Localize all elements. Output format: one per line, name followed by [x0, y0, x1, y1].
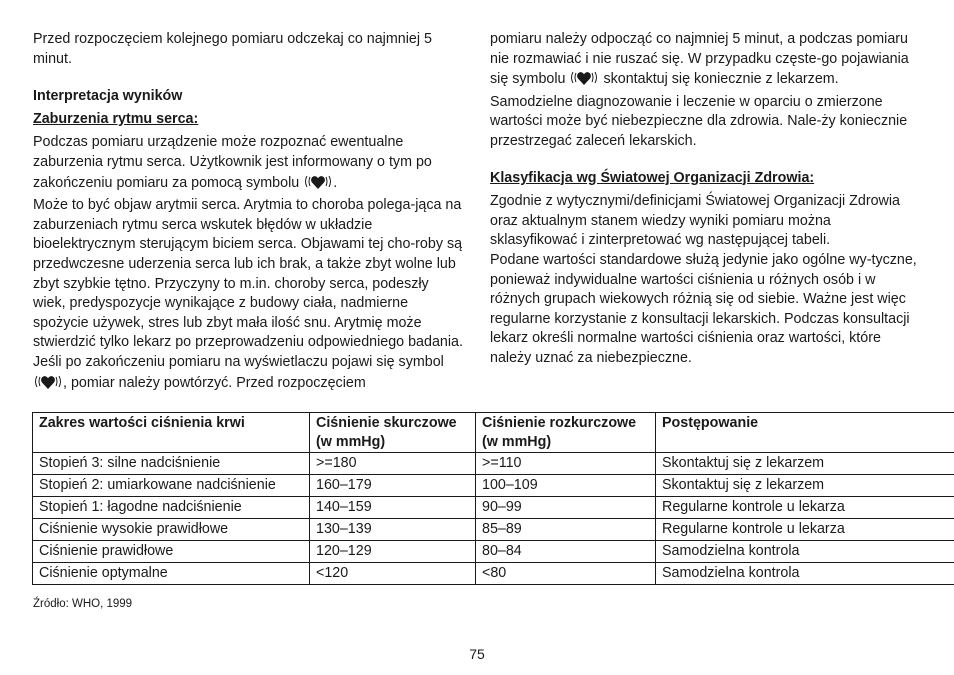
who-paragraph-1: Zgodnie z wytycznymi/definicjami Światowej Organizacji Zdrowia oraz aktualnym stanem wiedzy wyniki pomiaru można sklasyfikować i zinterpretować wg następującej tabeli.	[490, 193, 900, 249]
table-row	[33, 453, 954, 475]
range-cell: Stopień 2: umiarkowane nadciśnienie	[33, 475, 310, 497]
systolic-cell: 160–179	[310, 475, 476, 497]
systolic-cell: <120	[310, 563, 476, 585]
action-cell: Regularne kontrole u lekarza	[656, 519, 954, 541]
arrhythmia-subheading: Zaburzenia rytmu serca:	[33, 110, 199, 127]
systolic-cell: 120–129	[310, 541, 476, 563]
left-column	[33, 30, 465, 396]
table-header-row	[33, 413, 954, 453]
who-classification-subheading: Klasyfikacja wg Światowej Organizacji Zdrowia:	[490, 169, 815, 186]
table-row	[33, 541, 954, 563]
range-cell: Ciśnienie wysokie prawidłowe	[33, 519, 310, 541]
right-column	[490, 30, 922, 369]
diastolic-cell: 100–109	[476, 475, 656, 497]
range-cell: Ciśnienie prawidłowe	[33, 541, 310, 563]
heart-with-waves-icon	[33, 373, 63, 397]
diastolic-cell: 85–89	[476, 519, 656, 541]
arrhythmia-paragraph-3: Jeśli po zakończeniu pomiaru na wyświetlaczu pojawi się symbol , pomiar należy powtórzyć. Przed rozpoczęciem	[33, 353, 465, 396]
table-row	[33, 475, 954, 497]
arrhythmia-paragraph-2: Może to być objaw arytmii serca. Arytmia to choroba polega-jąca na zaburzeniach rytmu serca wskutek błędów w układzie bioelektrycznym sterującym biciem serca. Objawami tej cho-roby są przedwczesne uderzenia serca lub ich brak, a także zbyt wolne lub zbyt szybkie tętno. Przyczyny to m.in. choroby serca, podeszły wiek, predyspozycje wynikające z budowy ciała, nadmierne spożycie używek, stres lub zbyt mała ilość snu. Arytmię może stwierdzić tylko lekarz po przeprowadzeniu odpowiedniego badania.	[33, 197, 463, 351]
table-row	[33, 497, 954, 519]
range-cell: Stopień 3: silne nadciśnienie	[33, 453, 310, 475]
section-heading: Interpretacja wyników	[33, 88, 183, 105]
diastolic-cell: 90–99	[476, 497, 656, 519]
source-note: Źródło: WHO, 1999	[33, 598, 133, 610]
table-row	[33, 519, 954, 541]
page-number: 75	[469, 646, 485, 662]
systolic-cell: 130–139	[310, 519, 476, 541]
table-header-range: Zakres wartości ciśnienia krwi	[33, 413, 310, 453]
table-header-diastolic: Ciśnienie rozkurczowe (w mmHg)	[476, 413, 656, 453]
action-cell: Samodzielna kontrola	[656, 541, 954, 563]
action-cell: Skontaktuj się z lekarzem	[656, 453, 954, 475]
heart-with-waves-icon	[569, 69, 599, 93]
continuation-paragraph: pomiaru należy odpocząć co najmniej 5 minut, a podczas pomiaru nie rozmawiać i nie ruszać się. W przypadku częste-go pojawiania się symbolu skontaktuj się koniecznie z lekarzem. Samodzielne diagnozowanie i leczenie w oparciu o zmierzone wartości może być niebezpieczne dla zdrowia. Nale-ży koniecznie przestrzegać zaleceń lekarskich.	[490, 31, 909, 149]
systolic-cell: >=180	[310, 453, 476, 475]
systolic-cell: 140–159	[310, 497, 476, 519]
arrhythmia-paragraph-1: Podczas pomiaru urządzenie może rozpoznać ewentualne zaburzenia rytmu serca. Użytkownik jest informowany o tym po zakończeniu pomiaru za pomocą symbolu .	[33, 133, 465, 196]
table-row	[33, 563, 954, 585]
blood-pressure-table	[32, 412, 954, 585]
diastolic-cell: >=110	[476, 453, 656, 475]
heart-with-waves-icon	[303, 173, 333, 197]
who-paragraph-2: Podane wartości standardowe służą jedynie jako ogólne wy-tyczne, ponieważ indywidualne wartości ciśnienia u różnych osób i w różnych grupach wiekowych różnią się od siebie. Ważne jest więc regularne korzystanie z konsultacji lekarskich. Podczas konsultacji lekarz określi normalne wartości ciśnienia oraz wartości, które należy uznać za niebezpieczne.	[490, 251, 917, 366]
intro-text: Przed rozpoczęciem kolejnego pomiaru odczekaj co najmniej 5 minut.	[33, 31, 432, 67]
table-header-systolic: Ciśnienie skurczowe (w mmHg)	[310, 413, 476, 453]
diastolic-cell: <80	[476, 563, 656, 585]
range-cell: Stopień 1: łagodne nadciśnienie	[33, 497, 310, 519]
action-cell: Samodzielna kontrola	[656, 563, 954, 585]
range-cell: Ciśnienie optymalne	[33, 563, 310, 585]
table-header-action: Postępowanie	[656, 413, 954, 453]
diastolic-cell: 80–84	[476, 541, 656, 563]
action-cell: Regularne kontrole u lekarza	[656, 497, 954, 519]
action-cell: Skontaktuj się z lekarzem	[656, 475, 954, 497]
